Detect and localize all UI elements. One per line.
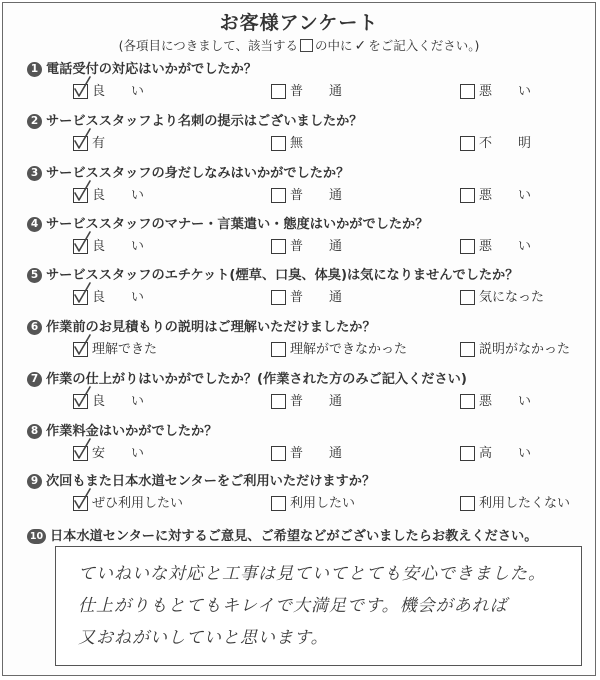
option-checkbox[interactable] bbox=[73, 239, 88, 254]
instruction-line bbox=[3, 36, 595, 54]
question-3 bbox=[3, 165, 597, 215]
question-6 bbox=[3, 319, 597, 369]
question-line bbox=[27, 267, 518, 284]
option-label: 悪 い bbox=[479, 239, 532, 254]
option-checkbox[interactable] bbox=[271, 188, 286, 203]
question-number-badge: 9 bbox=[27, 474, 42, 489]
option-label: 良 い bbox=[92, 188, 145, 203]
option-checkbox[interactable] bbox=[460, 446, 475, 461]
option-checkbox[interactable] bbox=[460, 290, 475, 305]
question-text: サービススタッフより名刺の提示はございましたか？ bbox=[46, 114, 363, 129]
option-label: 良 い bbox=[92, 290, 145, 305]
question-1 bbox=[3, 61, 597, 111]
option-checkbox[interactable] bbox=[271, 394, 286, 409]
option-label: 悪 い bbox=[479, 84, 532, 99]
question-text: 次回もまた日本水道センターをご利用いただけますか？ bbox=[46, 474, 376, 489]
question-7 bbox=[3, 371, 597, 421]
option-checkbox[interactable] bbox=[271, 290, 286, 305]
option-label: 普 通 bbox=[290, 290, 343, 305]
question-text: 作業前のお見積もりの説明はご理解いただけましたか？ bbox=[46, 320, 376, 335]
option-label: 安 い bbox=[92, 446, 145, 461]
option-label: 理解できた bbox=[92, 342, 158, 357]
question-2 bbox=[3, 113, 597, 163]
question-text: 作業料金はいかがでしたか？ bbox=[46, 424, 218, 439]
option-label: 良 い bbox=[92, 394, 145, 409]
question-number-badge: 1 bbox=[27, 62, 42, 77]
instruction-text-middle: の中に bbox=[315, 38, 353, 53]
question-4 bbox=[3, 216, 597, 266]
question-text: 作業の仕上がりはいかがでしたか？(作業された方のみご記入ください) bbox=[46, 372, 467, 387]
example-checkbox-icon bbox=[300, 39, 313, 52]
question-line bbox=[27, 165, 349, 182]
instruction-text-before: (各項目につきまして、該当する bbox=[118, 38, 298, 53]
option-checkbox[interactable] bbox=[271, 239, 286, 254]
option-label: 不 明 bbox=[479, 136, 532, 151]
question-text: サービススタッフのマナー・言葉遣い・態度はいかがでしたか？ bbox=[46, 217, 429, 232]
question-number-badge: 7 bbox=[27, 372, 42, 387]
question-line bbox=[27, 61, 257, 78]
option-checkbox[interactable] bbox=[460, 239, 475, 254]
option-checkbox[interactable] bbox=[73, 84, 88, 99]
option-label: 気になった bbox=[479, 290, 545, 305]
question-number-badge: 8 bbox=[27, 424, 42, 439]
option-checkbox[interactable] bbox=[73, 136, 88, 151]
question-line bbox=[27, 113, 363, 130]
option-label: 良 い bbox=[92, 239, 145, 254]
option-checkbox[interactable] bbox=[460, 342, 475, 357]
checkmark-icon: ✓ bbox=[354, 38, 367, 54]
option-label: 説明がなかった bbox=[479, 342, 571, 357]
option-checkbox[interactable] bbox=[73, 496, 88, 511]
option-label: 無 bbox=[290, 136, 304, 151]
comment-line: 又おねがいしていと思います。 bbox=[78, 628, 329, 648]
comment-line: 仕上がりもとてもキレイで大満足です。機会があれば bbox=[78, 596, 508, 616]
option-label: 利用したい bbox=[290, 496, 356, 511]
instruction-text-after: をご記入ください。) bbox=[368, 38, 480, 53]
option-checkbox[interactable] bbox=[73, 188, 88, 203]
option-label: 普 通 bbox=[290, 239, 343, 254]
question-text: 電話受付の対応はいかがでしたか？ bbox=[46, 62, 257, 77]
option-checkbox[interactable] bbox=[73, 394, 88, 409]
question-number-badge: 10 bbox=[27, 529, 46, 544]
question-text: サービススタッフの身だしなみはいかがでしたか？ bbox=[46, 166, 350, 181]
option-checkbox[interactable] bbox=[73, 342, 88, 357]
option-checkbox[interactable] bbox=[271, 136, 286, 151]
question-9 bbox=[3, 473, 597, 523]
option-checkbox[interactable] bbox=[271, 342, 286, 357]
option-label: 利用したくない bbox=[479, 496, 571, 511]
option-checkbox[interactable] bbox=[460, 394, 475, 409]
question-8 bbox=[3, 423, 597, 473]
option-checkbox[interactable] bbox=[271, 496, 286, 511]
option-label: 悪 い bbox=[479, 188, 532, 203]
question-line bbox=[27, 216, 428, 233]
option-checkbox[interactable] bbox=[460, 188, 475, 203]
option-label: 高 い bbox=[479, 446, 532, 461]
question-text: サービススタッフのエチケット(煙草、口臭、体臭)は気になりませんでしたか？ bbox=[46, 268, 519, 283]
option-label: 理解ができなかった bbox=[290, 342, 408, 357]
option-label: 有 bbox=[92, 136, 106, 151]
option-label: 悪 い bbox=[479, 394, 532, 409]
question-line bbox=[27, 423, 217, 440]
question-number-badge: 2 bbox=[27, 114, 42, 129]
comment-line: ていねいな対応と工事は見ていてとても安心できました。 bbox=[78, 564, 546, 584]
question-line bbox=[27, 371, 467, 388]
question-line bbox=[27, 319, 376, 336]
question-text: 日本水道センターに対するご意見、ご希望などがございましたらお教えください。 bbox=[50, 529, 538, 544]
question-5 bbox=[3, 267, 597, 317]
question-number-badge: 5 bbox=[27, 268, 42, 283]
option-label: 普 通 bbox=[290, 84, 343, 99]
question-10 bbox=[27, 525, 537, 544]
option-checkbox[interactable] bbox=[271, 446, 286, 461]
option-checkbox[interactable] bbox=[73, 446, 88, 461]
survey-sheet bbox=[2, 2, 596, 676]
option-checkbox[interactable] bbox=[460, 496, 475, 511]
option-label: ぜひ利用したい bbox=[92, 496, 184, 511]
question-number-badge: 6 bbox=[27, 320, 42, 335]
question-line bbox=[27, 473, 375, 490]
option-checkbox[interactable] bbox=[460, 84, 475, 99]
option-label: 普 通 bbox=[290, 188, 343, 203]
option-label: 普 通 bbox=[290, 394, 343, 409]
option-checkbox[interactable] bbox=[271, 84, 286, 99]
question-number-badge: 4 bbox=[27, 217, 42, 232]
survey-title: お客様アンケート bbox=[219, 12, 379, 34]
option-checkbox[interactable] bbox=[460, 136, 475, 151]
question-number-badge: 3 bbox=[27, 166, 42, 181]
option-checkbox[interactable] bbox=[73, 290, 88, 305]
comment-field[interactable] bbox=[55, 546, 582, 666]
option-label: 普 通 bbox=[290, 446, 343, 461]
option-label: 良 い bbox=[92, 84, 145, 99]
